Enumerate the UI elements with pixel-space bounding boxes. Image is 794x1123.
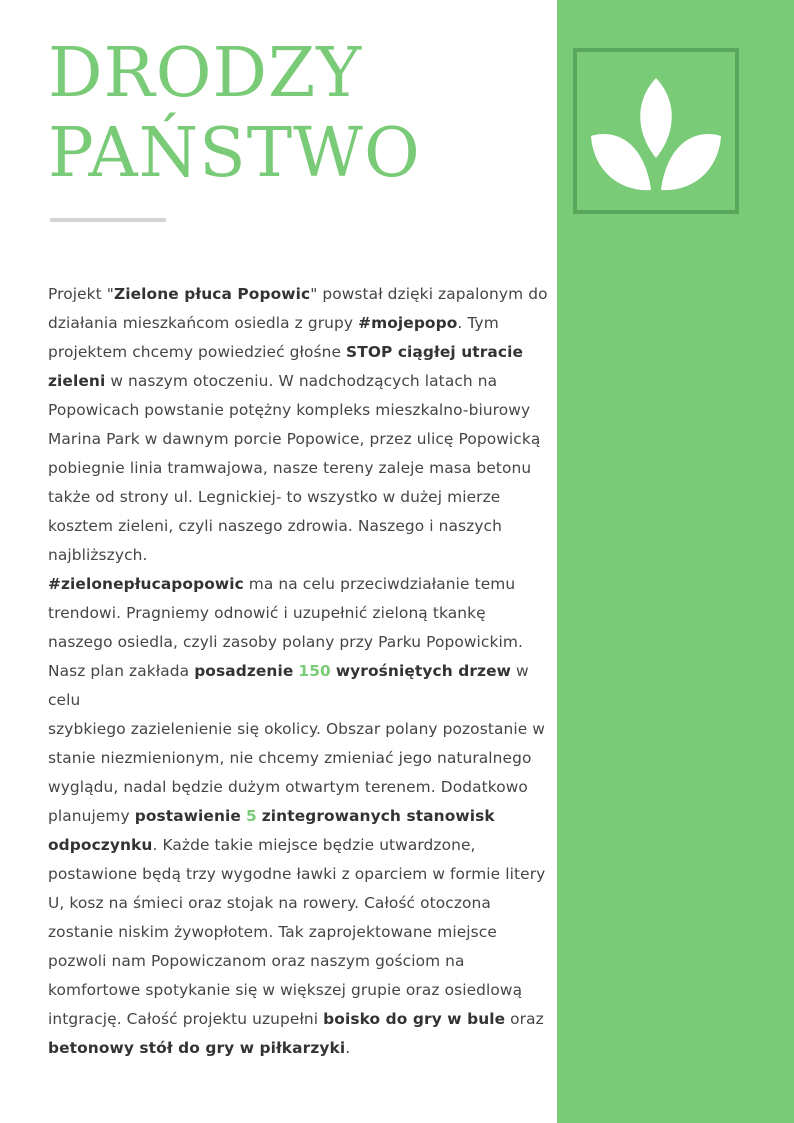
body-text-segment: Projekt " <box>48 285 114 303</box>
foosball-table-bold: betonowy stół do gry w piłkarzyki <box>48 1039 346 1057</box>
body-text-segment: . <box>345 1039 351 1057</box>
body-text-segment: ma na celu przeciwdziałanie temu trendowi. Pragniemy odnowić i uzupełnić zieloną tkankę naszego osiedla, czyli zasoby polany przy Parku Popowickim. Nasz plan zakłada <box>48 575 523 680</box>
green-sidebar <box>557 0 794 1123</box>
body-text-segment: w celu szybkiego zazielenienie się okolicy. Obszar polany pozostanie w stanie niezmienionym, nie chcemy zmieniać jego naturalnego wyglądu, nadal będzie dużym otwartym terenem. Dodatkowo planujemy <box>48 662 545 825</box>
body-text-segment: . Każde takie miejsce będzie utwardzone, postawione będą trzy wygodne ławki z oparciem w formie litery U, kosz na śmieci oraz stojak na rowery. Całość otoczona zostanie niskim żywopłotem. Tak zaprojektowane miejsce pozwoli nam Popowiczanom oraz naszym gościom na komfortowe spotykanie się w większej grupie oraz osiedlową intgrację. Całość projektu uzupełni <box>48 836 546 1028</box>
hashtag-mojepopo: #mojepopo <box>358 314 458 332</box>
leaf-sprout-icon <box>577 52 735 210</box>
article-body <box>48 280 558 1063</box>
hashtag-zielonepluca: #zielonepłucapopowic <box>48 575 244 593</box>
boules-court-bold: boisko do gry w bule <box>323 1010 506 1028</box>
body-text-segment: " powstał dzięki zapalonym do działania mieszkańcom osiedla z grupy <box>48 285 548 332</box>
project-name-bold: Zielone płuca Popowic <box>113 285 311 303</box>
stop-slogan-bold: STOP ciągłej utracie zieleni <box>48 343 524 390</box>
body-text-segment: oraz <box>510 1010 544 1028</box>
stations-count-number: 5 <box>245 807 257 825</box>
trees-bold: wyrośniętych drzew <box>335 662 511 680</box>
planting-bold: posadzenie <box>194 662 294 680</box>
body-text-segment: w naszym otoczeniu. W nadchodzących latach na Popowicach powstanie potężny kompleks mieszkalno-biurowy Marina Park w dawnym porcie Popowice, przez ulicę Popowicką pobiegnie linia tramwajowa, nasze tereny zaleje masa betonu także od strony ul. Legnickiej- to wszystko w dużej mierze kosztem zieleni, czyli naszego zdrowia. Naszego i naszych najbliższych. <box>48 372 541 564</box>
rest-stations-bold: zintegrowanych stanowisk odpoczynku <box>48 807 495 854</box>
placing-bold: postawienie <box>134 807 241 825</box>
logo-frame <box>573 48 739 214</box>
title-line-1: DRODZY <box>48 34 363 113</box>
body-text-segment: . Tym projektem chcemy powiedzieć głośne <box>48 314 499 361</box>
tree-count-number: 150 <box>298 662 331 680</box>
page-title <box>48 34 421 194</box>
title-line-2: PAŃSTWO <box>48 114 421 193</box>
title-underline-divider <box>50 218 166 222</box>
